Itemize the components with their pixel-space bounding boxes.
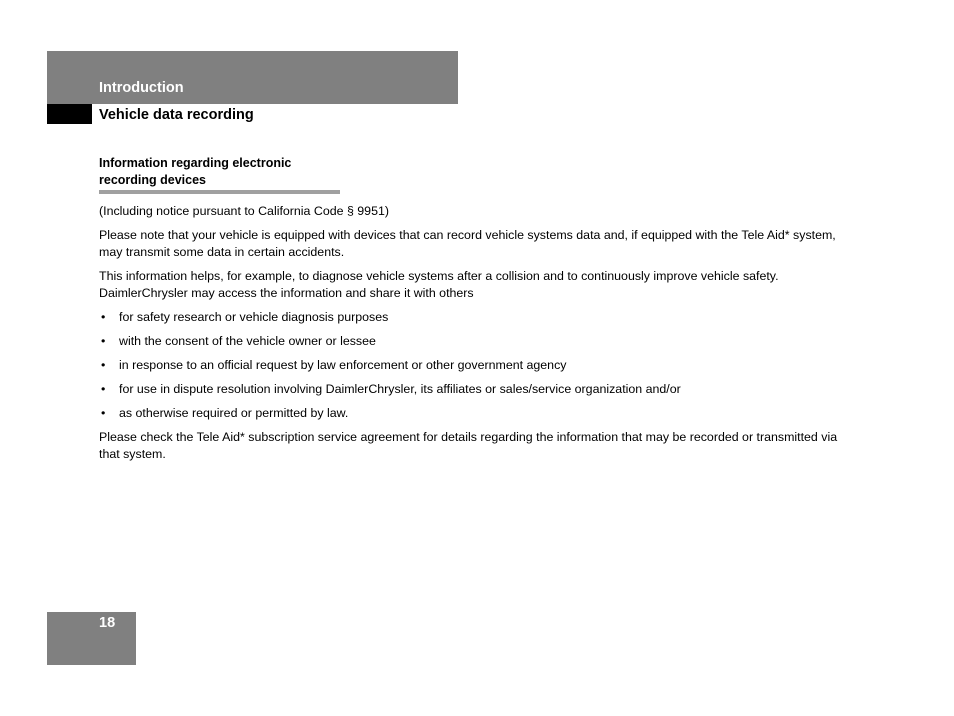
body-text xyxy=(99,203,854,470)
subsection-title: Vehicle data recording xyxy=(99,107,254,123)
topic-heading-line-2: recording devices xyxy=(99,173,206,187)
section-header-bar xyxy=(47,51,458,104)
paragraph-information-use: This information helps, for example, to diagnose vehicle systems after a collision and to continuously improve vehicle safety. DaimlerChrysler may access the information and share it with others xyxy=(99,269,779,300)
list-item-text: for safety research or vehicle diagnosis purposes xyxy=(119,310,389,324)
topic-heading xyxy=(99,155,291,189)
list-item xyxy=(99,381,854,398)
bullet-icon: • xyxy=(101,382,106,396)
bullet-icon: • xyxy=(101,406,106,420)
list-item-text: as otherwise required or permitted by law. xyxy=(119,406,349,420)
list-item xyxy=(99,309,854,326)
paragraph-devices-notice: Please note that your vehicle is equipped with devices that can record vehicle systems data and, if equipped with the Tele Aid* system, may transmit some data in certain accidents. xyxy=(99,228,836,259)
sharing-purposes-list xyxy=(99,309,854,422)
list-item-text: in response to an official request by law enforcement or other government agency xyxy=(119,358,567,372)
section-title: Introduction xyxy=(99,80,184,96)
topic-heading-rule xyxy=(99,190,340,194)
list-item-text: with the consent of the vehicle owner or lessee xyxy=(119,334,376,348)
section-tab-marker xyxy=(47,104,92,124)
bullet-icon: • xyxy=(101,334,106,348)
page-number-box xyxy=(47,612,136,665)
bullet-icon: • xyxy=(101,358,106,372)
paragraph-california-notice: (Including notice pursuant to California Code § 9951) xyxy=(99,204,389,218)
list-item-text: for use in dispute resolution involving DaimlerChrysler, its affiliates or sales/service organization and/or xyxy=(119,382,681,396)
list-item xyxy=(99,357,854,374)
bullet-icon: • xyxy=(101,310,106,324)
paragraph-tele-aid-agreement: Please check the Tele Aid* subscription service agreement for details regarding the information that may be recorded or transmitted via that system. xyxy=(99,430,838,461)
list-item xyxy=(99,405,854,422)
list-item xyxy=(99,333,854,350)
page-number: 18 xyxy=(99,615,116,631)
topic-heading-line-1: Information regarding electronic xyxy=(99,156,292,170)
